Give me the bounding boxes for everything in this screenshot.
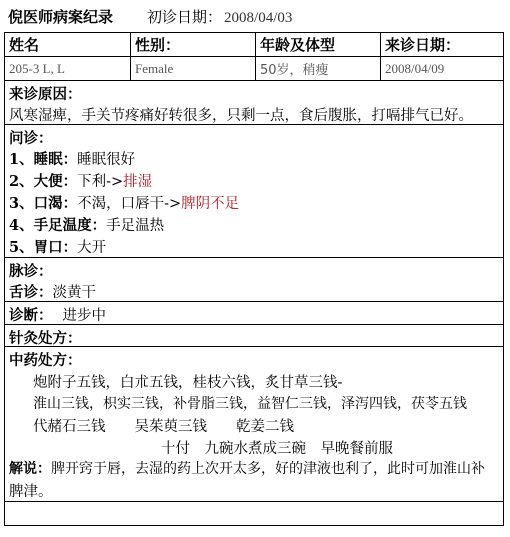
- title-bar: [4, 0, 504, 32]
- reason-text: 风寒湿痺，手关节疼痛好转很多，只剩一点，食后腹胀，打嗝排气已好。: [9, 108, 473, 124]
- herbal-label: 中药处方：: [9, 352, 82, 369]
- inquiry-item-label: 2、大便：: [9, 173, 78, 190]
- inquiry-item-note: 排湿: [123, 174, 153, 190]
- patient-id: 205-3 L, L: [9, 60, 65, 76]
- tongue-text: 淡黄干: [52, 285, 96, 301]
- diagnosis-text: 进步中: [62, 308, 106, 324]
- explanation-line-2: 脾津。: [9, 484, 53, 500]
- herbal-line-2: 淮山三钱，枳实三钱，补骨脂三钱，益智仁三钱，泽泻四钱，茯苓五钱: [33, 396, 467, 412]
- tongue-line: [9, 281, 96, 302]
- inquiry-item-temperature: [9, 214, 164, 235]
- record-card: [4, 32, 504, 526]
- first-visit-label: 初诊日期：: [147, 7, 223, 26]
- herbal-line-3: 代赭石三钱 吴茱萸三钱 乾姜二钱: [33, 419, 294, 435]
- herbal-dosage: 十付 九碗水煮成三碗 早晚餐前服: [161, 441, 393, 457]
- age-value: 50岁，稍瘦: [260, 63, 329, 78]
- explanation-label: 解说：: [9, 461, 51, 477]
- visit-date-header: 来诊日期：: [385, 36, 461, 54]
- inquiry-item-note: 脾阴不足: [181, 196, 240, 212]
- info-value-row: [5, 57, 503, 80]
- gender-header: 性别：: [135, 36, 181, 54]
- explanation-text: 脾开窍于唇，去湿的药上次开太多，好的津液也利了，此时可加淮山补: [51, 461, 485, 477]
- name-header: 姓名: [9, 36, 40, 54]
- first-visit-date: 2008/04/03: [224, 9, 293, 26]
- pulse-label: 脉诊：: [9, 263, 53, 280]
- inquiry-item-text: 手足温热: [106, 218, 165, 234]
- explanation-line-1: [9, 458, 485, 478]
- reason-label: 来诊原因：: [9, 86, 82, 103]
- inquiry-item-appetite: [9, 236, 106, 257]
- inquiry-item-text: 不渴，口唇干->: [77, 196, 182, 212]
- inquiry-item-label: 5、胃口：: [9, 239, 78, 256]
- acupuncture-label: 针灸处方：: [9, 330, 82, 347]
- inquiry-item-text: 睡眠很好: [77, 152, 136, 168]
- inquiry-item-text: 大开: [77, 240, 107, 256]
- inquiry-label: 问诊：: [9, 130, 53, 147]
- record-title: 倪医师病案纪录: [8, 7, 114, 26]
- age-header: 年龄及体型: [260, 36, 336, 54]
- inquiry-item-label: 3、口渴：: [9, 195, 78, 212]
- inquiry-item-text: 下利->: [77, 174, 124, 190]
- inquiry-item-stool: [9, 170, 152, 191]
- inquiry-item-label: 1、睡眠：: [9, 151, 78, 168]
- inquiry-item-thirst: [9, 192, 239, 213]
- tongue-label: 舌诊：: [9, 284, 53, 301]
- diagnosis-label: 诊断：: [9, 307, 53, 324]
- herbal-line-1: 炮附子五钱，白朮五钱，桂枝六钱，炙甘草三钱-: [33, 375, 343, 391]
- info-header-row: [5, 33, 503, 56]
- gender-value: Female: [135, 60, 174, 76]
- inquiry-item-sleep: [9, 148, 135, 169]
- diagnosis-line: [9, 304, 106, 325]
- first-visit: [147, 6, 292, 27]
- inquiry-item-label: 4、手足温度：: [9, 217, 107, 234]
- visit-date-value: 2008/04/09: [385, 60, 445, 76]
